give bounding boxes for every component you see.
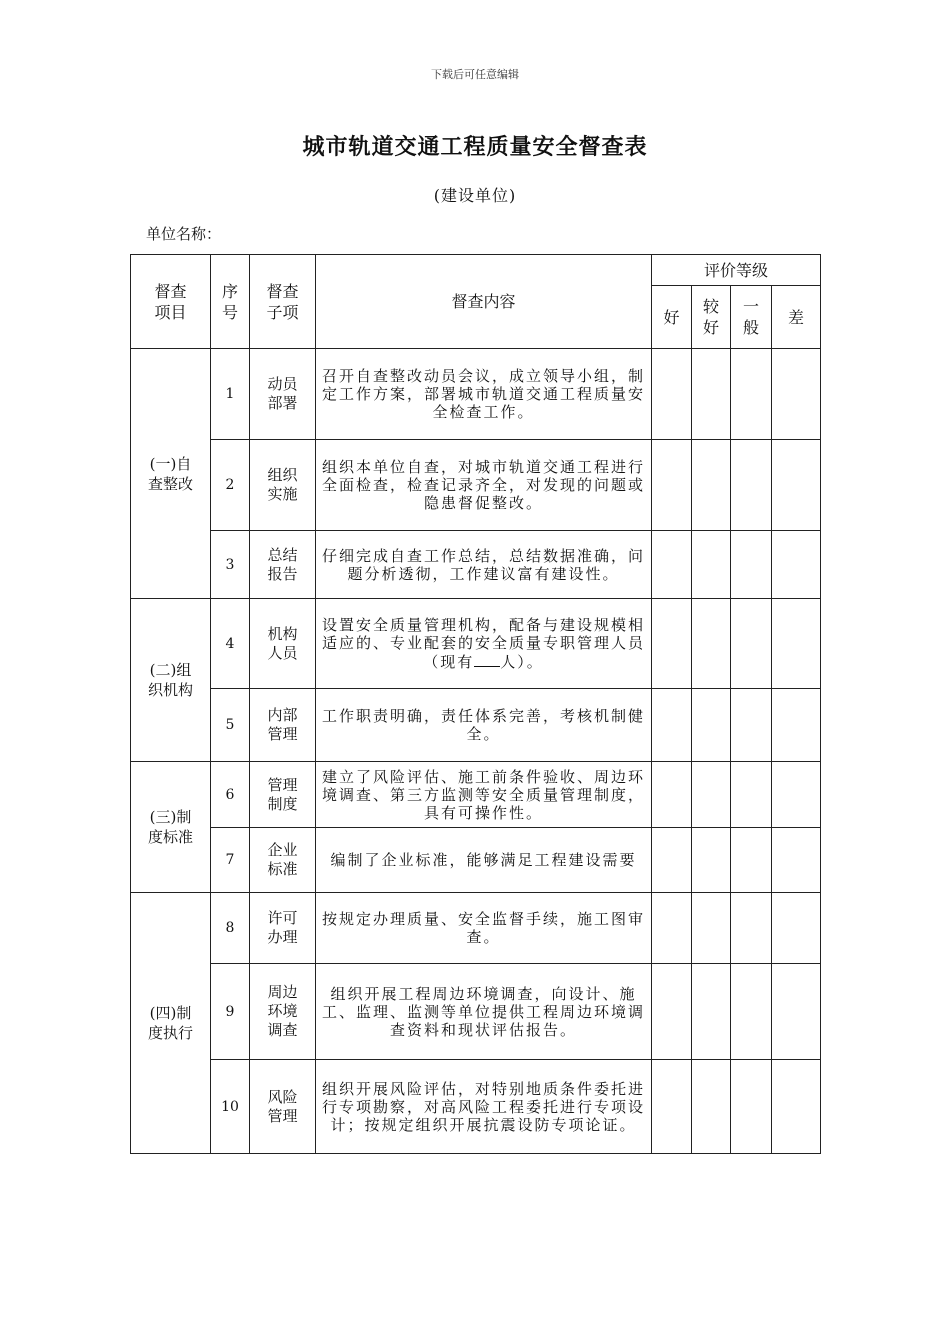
watermark-text: 下载后可任意编辑 bbox=[431, 68, 519, 81]
category-cell: (四)制度执行 bbox=[131, 893, 211, 1154]
rating-cell[interactable] bbox=[692, 440, 731, 531]
rating-cell[interactable] bbox=[692, 964, 731, 1060]
category-cell: (三)制度标准 bbox=[131, 762, 211, 893]
rating-cell[interactable] bbox=[772, 828, 821, 893]
blank-fill-line bbox=[474, 652, 500, 667]
sub-item: 周边环境调查 bbox=[250, 964, 316, 1060]
rating-good: 好 bbox=[652, 286, 692, 349]
category-cell: (二)组织机构 bbox=[131, 599, 211, 762]
unit-name-label: 单位名称： bbox=[146, 225, 222, 243]
rating-cell[interactable] bbox=[692, 531, 731, 599]
rating-cell[interactable] bbox=[731, 964, 772, 1060]
rating-cell[interactable] bbox=[652, 689, 692, 762]
rating-cell[interactable] bbox=[731, 893, 772, 964]
content-cell: 召开自查整改动员会议，成立领导小组，制定工作方案，部署城市轨道交通工程质量安全检查工作。 bbox=[316, 349, 652, 440]
row-number: 9 bbox=[211, 964, 250, 1060]
rating-poor: 差 bbox=[772, 286, 821, 349]
rating-cell[interactable] bbox=[692, 599, 731, 689]
rating-cell[interactable] bbox=[772, 599, 821, 689]
rating-cell[interactable] bbox=[692, 349, 731, 440]
sub-item: 风险管理 bbox=[250, 1060, 316, 1154]
sub-item: 总结报告 bbox=[250, 531, 316, 599]
content-cell: 组织本单位自查，对城市轨道交通工程进行全面检查，检查记录齐全，对发现的问题或隐患督促整改。 bbox=[316, 440, 652, 531]
table-row bbox=[131, 762, 821, 828]
row-number: 10 bbox=[211, 1060, 250, 1154]
sub-item: 管理制度 bbox=[250, 762, 316, 828]
header-sub: 督查子项 bbox=[250, 255, 316, 349]
rating-cell[interactable] bbox=[652, 349, 692, 440]
sub-item: 许可办理 bbox=[250, 893, 316, 964]
rating-cell[interactable] bbox=[772, 689, 821, 762]
header-content: 督查内容 bbox=[316, 255, 652, 349]
rating-cell[interactable] bbox=[772, 349, 821, 440]
table-row bbox=[131, 964, 821, 1060]
sub-item: 组织实施 bbox=[250, 440, 316, 531]
header-item: 督查项目 bbox=[131, 255, 211, 349]
content-cell: 仔细完成自查工作总结，总结数据准确，问题分析透彻，工作建议富有建设性。 bbox=[316, 531, 652, 599]
content-cell: 编制了企业标准，能够满足工程建设需要 bbox=[316, 828, 652, 893]
table-row bbox=[131, 893, 821, 964]
rating-cell[interactable] bbox=[772, 762, 821, 828]
rating-cell[interactable] bbox=[772, 531, 821, 599]
header-row-top bbox=[131, 255, 821, 286]
table-row bbox=[131, 689, 821, 762]
rating-cell[interactable] bbox=[731, 440, 772, 531]
row-number: 6 bbox=[211, 762, 250, 828]
rating-cell[interactable] bbox=[652, 964, 692, 1060]
row-number: 8 bbox=[211, 893, 250, 964]
table-row bbox=[131, 1060, 821, 1154]
rating-cell[interactable] bbox=[692, 1060, 731, 1154]
content-cell: 组织开展风险评估，对特别地质条件委托进行专项勘察，对高风险工程委托进行专项设计；按规定组织开展抗震设防专项论证。 bbox=[316, 1060, 652, 1154]
rating-cell[interactable] bbox=[731, 689, 772, 762]
rating-cell[interactable] bbox=[772, 964, 821, 1060]
rating-average: 一般 bbox=[731, 286, 772, 349]
row-number: 2 bbox=[211, 440, 250, 531]
page-subtitle: (建设单位) bbox=[433, 186, 517, 205]
header-no: 序号 bbox=[211, 255, 250, 349]
inspection-table bbox=[130, 254, 821, 1154]
rating-cell[interactable] bbox=[652, 440, 692, 531]
row-number: 4 bbox=[211, 599, 250, 689]
content-cell: 组织开展工程周边环境调查，向设计、施工、监理、监测等单位提供工程周边环境调查资料和现状评估报告。 bbox=[316, 964, 652, 1060]
sub-item: 机构人员 bbox=[250, 599, 316, 689]
rating-cell[interactable] bbox=[652, 1060, 692, 1154]
rating-cell[interactable] bbox=[731, 1060, 772, 1154]
sub-item: 企业标准 bbox=[250, 828, 316, 893]
table-row bbox=[131, 349, 821, 440]
rating-cell[interactable] bbox=[692, 893, 731, 964]
content-cell: 工作职责明确，责任体系完善，考核机制健全。 bbox=[316, 689, 652, 762]
rating-cell[interactable] bbox=[772, 893, 821, 964]
content-cell: 建立了风险评估、施工前条件验收、周边环境调查、第三方监测等安全质量管理制度，具有可操作性。 bbox=[316, 762, 652, 828]
content-cell: 设置安全质量管理机构，配备与建设规模相适应的、专业配套的安全质量专职管理人员（现有 人）。 bbox=[316, 599, 652, 689]
rating-cell[interactable] bbox=[731, 531, 772, 599]
table-row bbox=[131, 440, 821, 531]
rating-cell[interactable] bbox=[731, 349, 772, 440]
rating-cell[interactable] bbox=[731, 762, 772, 828]
rating-cell[interactable] bbox=[652, 828, 692, 893]
rating-cell[interactable] bbox=[772, 440, 821, 531]
rating-cell[interactable] bbox=[652, 762, 692, 828]
category-cell: (一)自查整改 bbox=[131, 349, 211, 599]
rating-cell[interactable] bbox=[731, 828, 772, 893]
table-row bbox=[131, 828, 821, 893]
table-row bbox=[131, 531, 821, 599]
row-number: 3 bbox=[211, 531, 250, 599]
rating-cell[interactable] bbox=[731, 599, 772, 689]
rating-cell[interactable] bbox=[652, 599, 692, 689]
rating-cell[interactable] bbox=[692, 762, 731, 828]
row-number: 5 bbox=[211, 689, 250, 762]
rating-cell[interactable] bbox=[652, 893, 692, 964]
header-rating: 评价等级 bbox=[652, 255, 821, 286]
sub-item: 动员部署 bbox=[250, 349, 316, 440]
table-row bbox=[131, 599, 821, 689]
row-number: 7 bbox=[211, 828, 250, 893]
content-cell: 按规定办理质量、安全监督手续，施工图审查。 bbox=[316, 893, 652, 964]
page-title: 城市轨道交通工程质量安全督查表 bbox=[302, 135, 648, 160]
row-number: 1 bbox=[211, 349, 250, 440]
rating-cell[interactable] bbox=[692, 828, 731, 893]
rating-cell[interactable] bbox=[772, 1060, 821, 1154]
rating-fairly-good: 较好 bbox=[692, 286, 731, 349]
sub-item: 内部管理 bbox=[250, 689, 316, 762]
rating-cell[interactable] bbox=[692, 689, 731, 762]
rating-cell[interactable] bbox=[652, 531, 692, 599]
